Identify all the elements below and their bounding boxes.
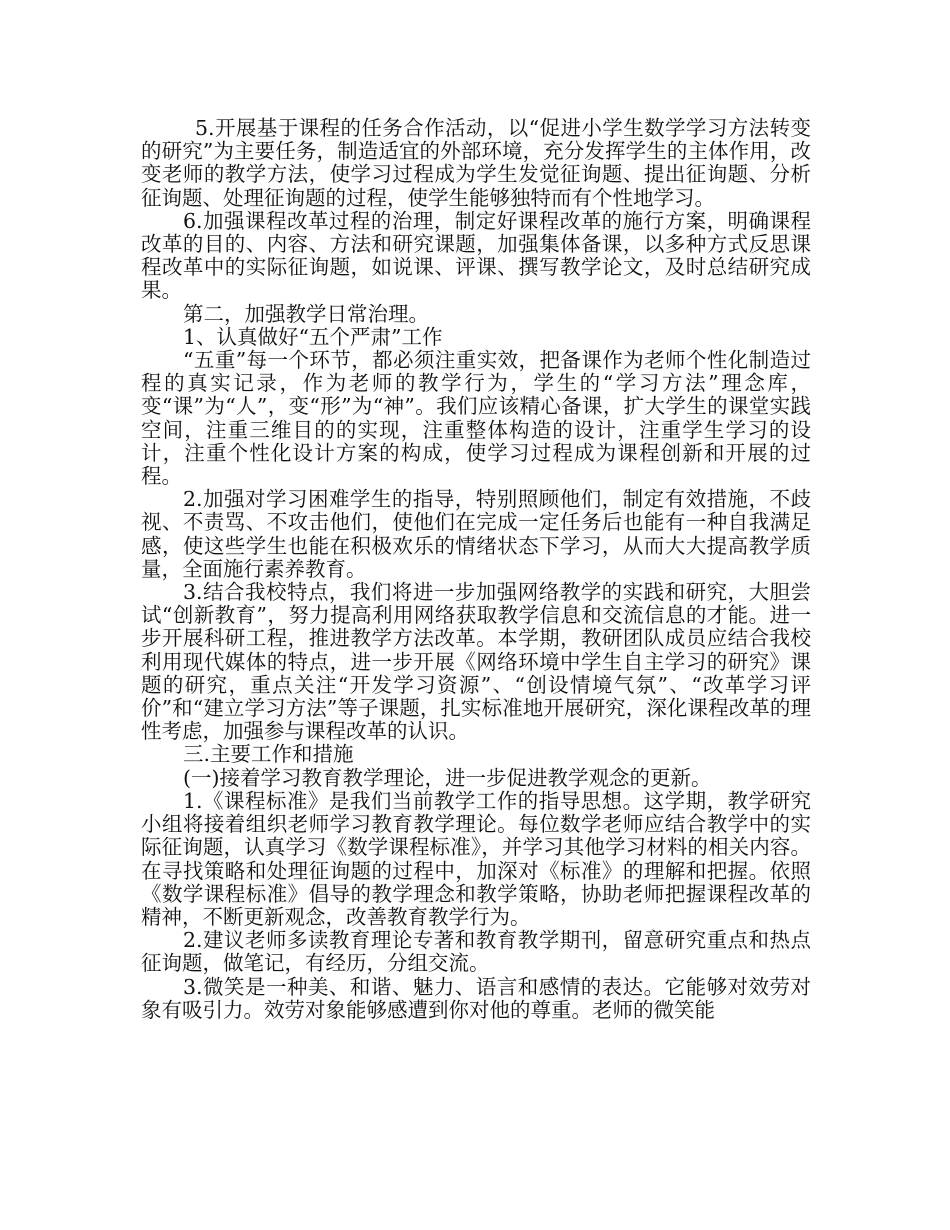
- heading-daily-management: 第二，加强教学日常治理。: [183, 301, 429, 326]
- paragraph-task-cooperation: 5.开展基于课程的任务合作活动，以“促进小学生数学学习方法转变的研究”为主要任务，制造适宜的外部环境，充分发挥学生的主体作用，改变老师的教学方法，使学习过程成为学生发觉征询题、提出征询题、分析征询题、处理征询题的过程，使学生能够独特而有个性地学习。: [141, 116, 811, 210]
- heading-main-measures: 三.主要工作和措施: [183, 742, 354, 767]
- paragraph-five-key-steps: “五重”每一个环节，都必须注重实效，把备课作为老师个性化制造过程的真实记录，作为老师的教学行为，学生的“学习方法”理念库，变“课”为“人”，变“形”为“神”。我们应该精心备课，扩大学生的课堂实践空间，注重三维目的的实现，注重整体构造的设计，注重学生学习的设计，注重个性化设计方案的构成，使学习过程成为课程创新和开展的过程。: [141, 348, 811, 489]
- document-body: [141, 117, 811, 1022]
- heading-five-serious: 1、认真做好“五个严肃”工作: [183, 324, 443, 349]
- paragraph-reading-suggestion: 2.建议老师多读教育理论专著和教育教学期刊，留意研究重点和热点征询题，做笔记，有经历，分组交流。: [141, 928, 811, 976]
- heading-theory-study: (一)接着学习教育教学理论，进一步促进教学观念的更新。: [183, 765, 712, 790]
- paragraph-reform-management: 6.加强课程改革过程的治理，制定好课程改革的施行方案，明确课程改革的目的、内容、方法和研究课题，加强集体备课，以多种方式反思课程改革中的实际征询题，如说课、评课、撰写教学论文，及时总结研究成果。: [141, 208, 811, 303]
- paragraph-struggling-students: 2.加强对学习困难学生的指导，特别照顾他们，制定有效措施，不歧视、不责骂、不攻击他们，使他们在完成一定任务后也能有一种自我满足感，使这些学生也能在积极欢乐的情绪状态下学习，从而大大提高教学质量，全面施行素养教育。: [141, 487, 811, 581]
- paragraph-smile: 3.微笑是一种美、和谐、魅力、语言和感情的表达。它能够对效劳对象有吸引力。效劳对象能够感遭到你对他的尊重。老师的微笑能: [141, 974, 811, 1022]
- paragraph-curriculum-standard: 1.《课程标准》是我们当前教学工作的指导思想。这学期，教学研究小组将接着组织老师学习教育教学理论。每位数学老师应结合教学中的实际征询题，认真学习《数学课程标准》，并学习其他学习材料的相关内容。在寻找策略和处理征询题的过程中，加深对《标准》的理解和把握。依照《数学课程标准》倡导的教学理念和教学策略，协助老师把握课程改革的精神，不断更新观念，改善教育教学行为。: [141, 788, 811, 929]
- paragraph-network-teaching: 3.结合我校特点，我们将进一步加强网络教学的实践和研究，大胆尝试“创新教育”，努力提高利用网络获取教学信息和交流信息的才能。进一步开展科研工程，推进教学方法改革。本学期，教研团队成员应结合我校利用现代媒体的特点，进一步开展《网络环境中学生自主学习的研究》课题的研究，重点关注“开发学习资源”、“创设情境气氛”、“改革学习评价”和“建立学习方法”等子课题，扎实标准地开展研究，深化课程改革的理性考虑，加强参与课程改革的认识。: [141, 580, 811, 744]
